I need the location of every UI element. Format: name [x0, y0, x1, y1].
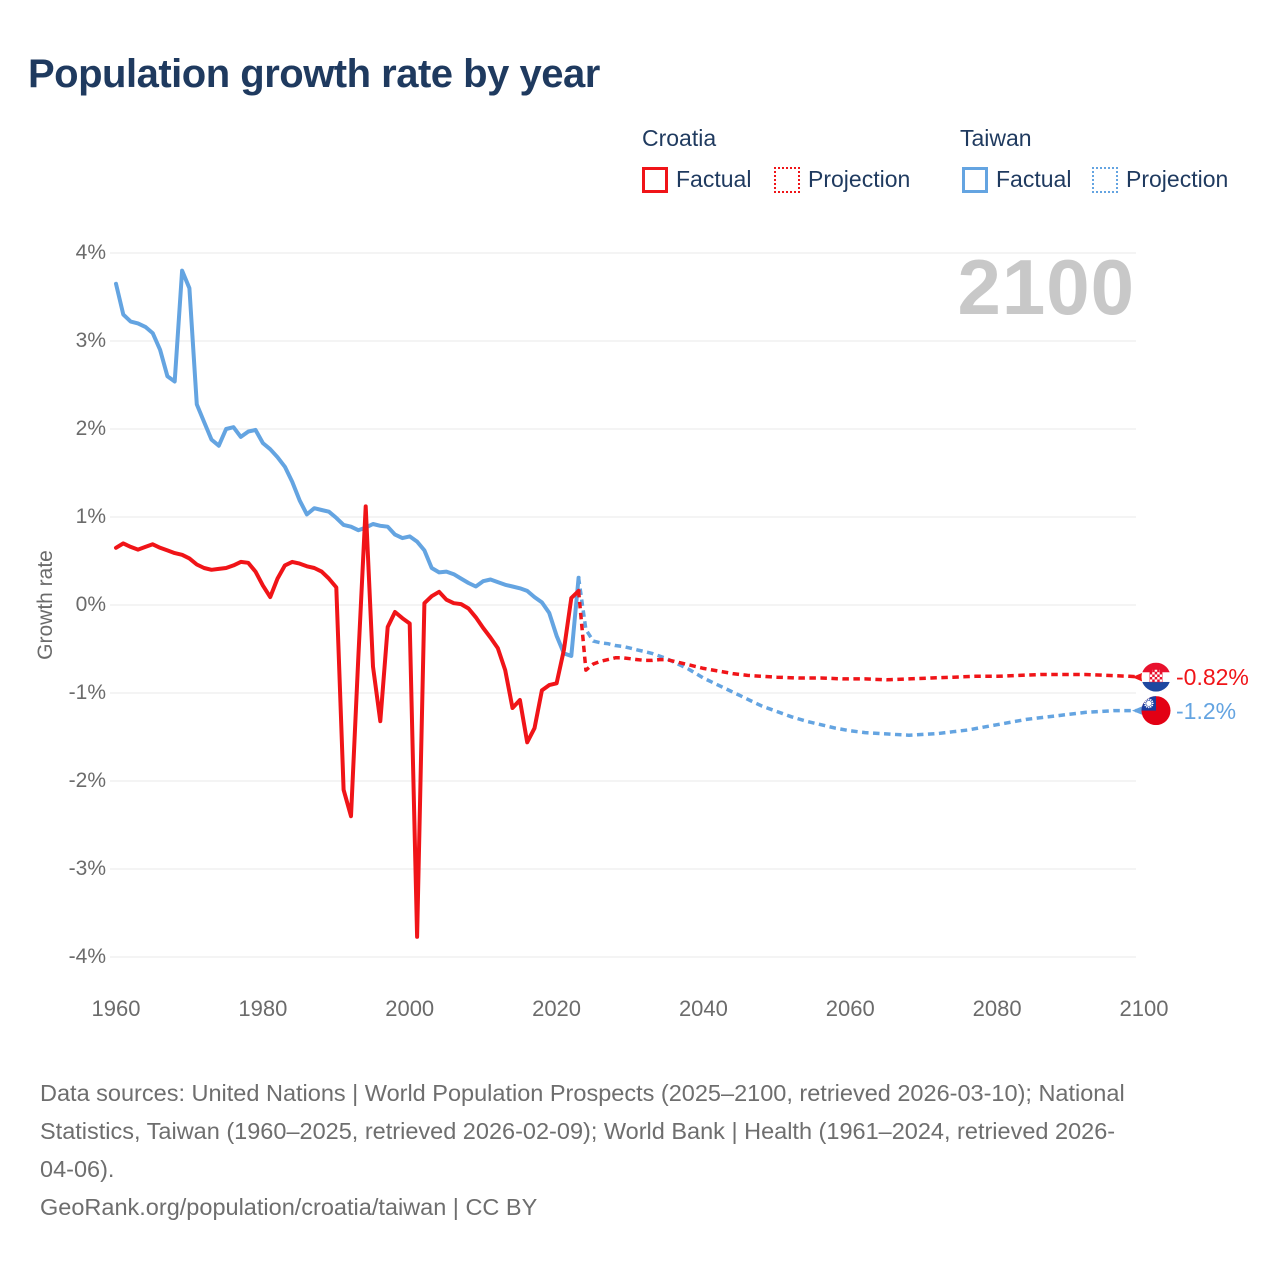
footer-attribution[interactable]: GeoRank.org/population/croatia/taiwan | CC BY	[40, 1194, 538, 1220]
watermark-year: 2100	[957, 243, 1135, 331]
y-tick-label: 0%	[75, 593, 106, 616]
y-axis-title: Growth rate	[34, 550, 57, 660]
y-tick-label: -3%	[68, 857, 106, 880]
page-title: Population growth rate by year	[28, 52, 600, 96]
x-tick-label: 2020	[532, 996, 582, 1021]
leader-arrow-icon	[1132, 673, 1142, 681]
y-tick-label: -2%	[68, 769, 106, 792]
leader-arrow-icon	[1132, 706, 1142, 714]
data-sources-footer	[40, 1074, 1260, 1226]
footer-line: 04-06).	[40, 1156, 115, 1182]
taiwan-end-value: -1.2%	[1176, 697, 1237, 724]
x-tick-label: 2000	[385, 996, 435, 1021]
croatia-flag-icon	[1142, 663, 1171, 692]
x-tick-label: 1980	[238, 996, 288, 1021]
x-tick-label: 2100	[1119, 996, 1169, 1021]
legend-group-croatia: Croatia	[642, 125, 717, 151]
y-tick-label: 4%	[75, 241, 106, 264]
x-tick-label: 2080	[972, 996, 1022, 1021]
x-tick-label: 2060	[825, 996, 875, 1021]
footer-line: Data sources: United Nations | World Population Prospects (2025–2100, retrieved 2026-03-10); National	[40, 1080, 1125, 1106]
legend-label: Projection	[1126, 166, 1229, 192]
x-tick-label: 1960	[91, 996, 141, 1021]
series-croatia-factual	[116, 506, 579, 936]
y-tick-label: 2%	[75, 417, 106, 440]
x-tick-label: 2040	[678, 996, 728, 1021]
y-tick-label: 1%	[75, 505, 106, 528]
croatia-end-value: -0.82%	[1176, 664, 1249, 691]
series-taiwan-factual	[116, 271, 579, 656]
series-taiwan-projection	[579, 578, 1144, 736]
y-tick-label: 3%	[75, 329, 106, 352]
legend-label: Factual	[676, 166, 752, 192]
y-tick-label: -1%	[68, 681, 106, 704]
legend-label: Factual	[996, 166, 1072, 192]
legend-label: Projection	[808, 166, 911, 192]
legend-group-taiwan: Taiwan	[960, 125, 1032, 151]
taiwan-flag-icon	[1142, 696, 1171, 725]
y-tick-label: -4%	[68, 945, 106, 968]
series-croatia-projection	[579, 591, 1144, 680]
footer-line: Statistics, Taiwan (1960–2025, retrieved 2026-02-09); World Bank | Health (1961–2024, retrieved 2026-	[40, 1118, 1116, 1144]
